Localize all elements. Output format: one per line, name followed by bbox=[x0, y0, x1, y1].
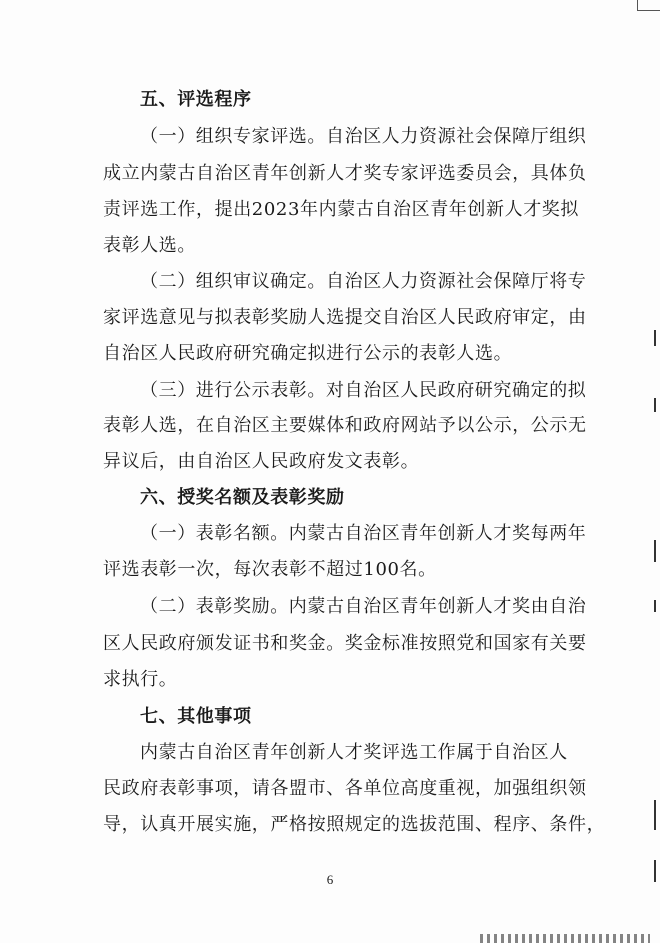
paragraph-line: 异议后，由自治区人民政府发文表彰。 bbox=[103, 451, 420, 472]
paragraph-line: （三）进行公示表彰。对自治区人民政府研究确定的拟 bbox=[140, 380, 587, 401]
scan-edge-mark bbox=[654, 600, 656, 612]
paragraph-line: （一）表彰名额。内蒙古自治区青年创新人才奖每两年 bbox=[140, 523, 587, 544]
scan-edge-mark bbox=[654, 540, 656, 562]
section-heading-7: 七、其他事项 bbox=[140, 706, 252, 727]
paragraph-line: 区人民政府颁发证书和奖金。奖金标准按照党和国家有关要 bbox=[103, 633, 587, 654]
scan-edge-mark bbox=[654, 330, 656, 346]
paragraph-line: 责评选工作，提出2023年内蒙古自治区青年创新人才奖拟 bbox=[103, 199, 580, 220]
paragraph-line: 评选表彰一次，每次表彰不超过100名。 bbox=[103, 559, 437, 580]
paragraph-line: （二）表彰奖励。内蒙古自治区青年创新人才奖由自治 bbox=[140, 596, 587, 617]
paragraph-line: 自治区人民政府研究确定拟进行公示的表彰人选。 bbox=[103, 343, 513, 364]
section-heading-5: 五、评选程序 bbox=[140, 89, 252, 110]
paragraph-line: 民政府表彰事项，请各盟市、各单位高度重视，加强组织领 bbox=[103, 778, 587, 799]
paragraph-line: （一）组织专家评选。自治区人力资源社会保障厅组织 bbox=[140, 126, 587, 147]
scan-corner-mark bbox=[637, 0, 660, 11]
paragraph-line: 家评选意见与拟表彰奖励人选提交自治区人民政府审定，由 bbox=[103, 307, 587, 328]
scan-edge-mark bbox=[654, 860, 656, 882]
paragraph-line: 导，认真开展实施，严格按照规定的选拔范围、程序、条件， bbox=[103, 814, 606, 835]
scan-bottom-noise bbox=[480, 934, 650, 943]
paragraph-line: 表彰人选。 bbox=[103, 235, 196, 256]
scan-edge-mark bbox=[654, 800, 656, 830]
paragraph-line: 求执行。 bbox=[103, 669, 178, 690]
paragraph-line: 成立内蒙古自治区青年创新人才奖专家评选委员会，具体负 bbox=[103, 163, 587, 184]
paragraph-line: （二）组织审议确定。自治区人力资源社会保障厅将专 bbox=[140, 271, 587, 292]
page-number: 6 bbox=[326, 872, 334, 887]
paragraph-line: 内蒙古自治区青年创新人才奖评选工作属于自治区人 bbox=[140, 742, 568, 763]
section-heading-6: 六、授奖名额及表彰奖励 bbox=[140, 487, 345, 508]
scan-edge-mark bbox=[654, 398, 656, 412]
paragraph-line: 表彰人选，在自治区主要媒体和政府网站予以公示，公示无 bbox=[103, 415, 587, 436]
